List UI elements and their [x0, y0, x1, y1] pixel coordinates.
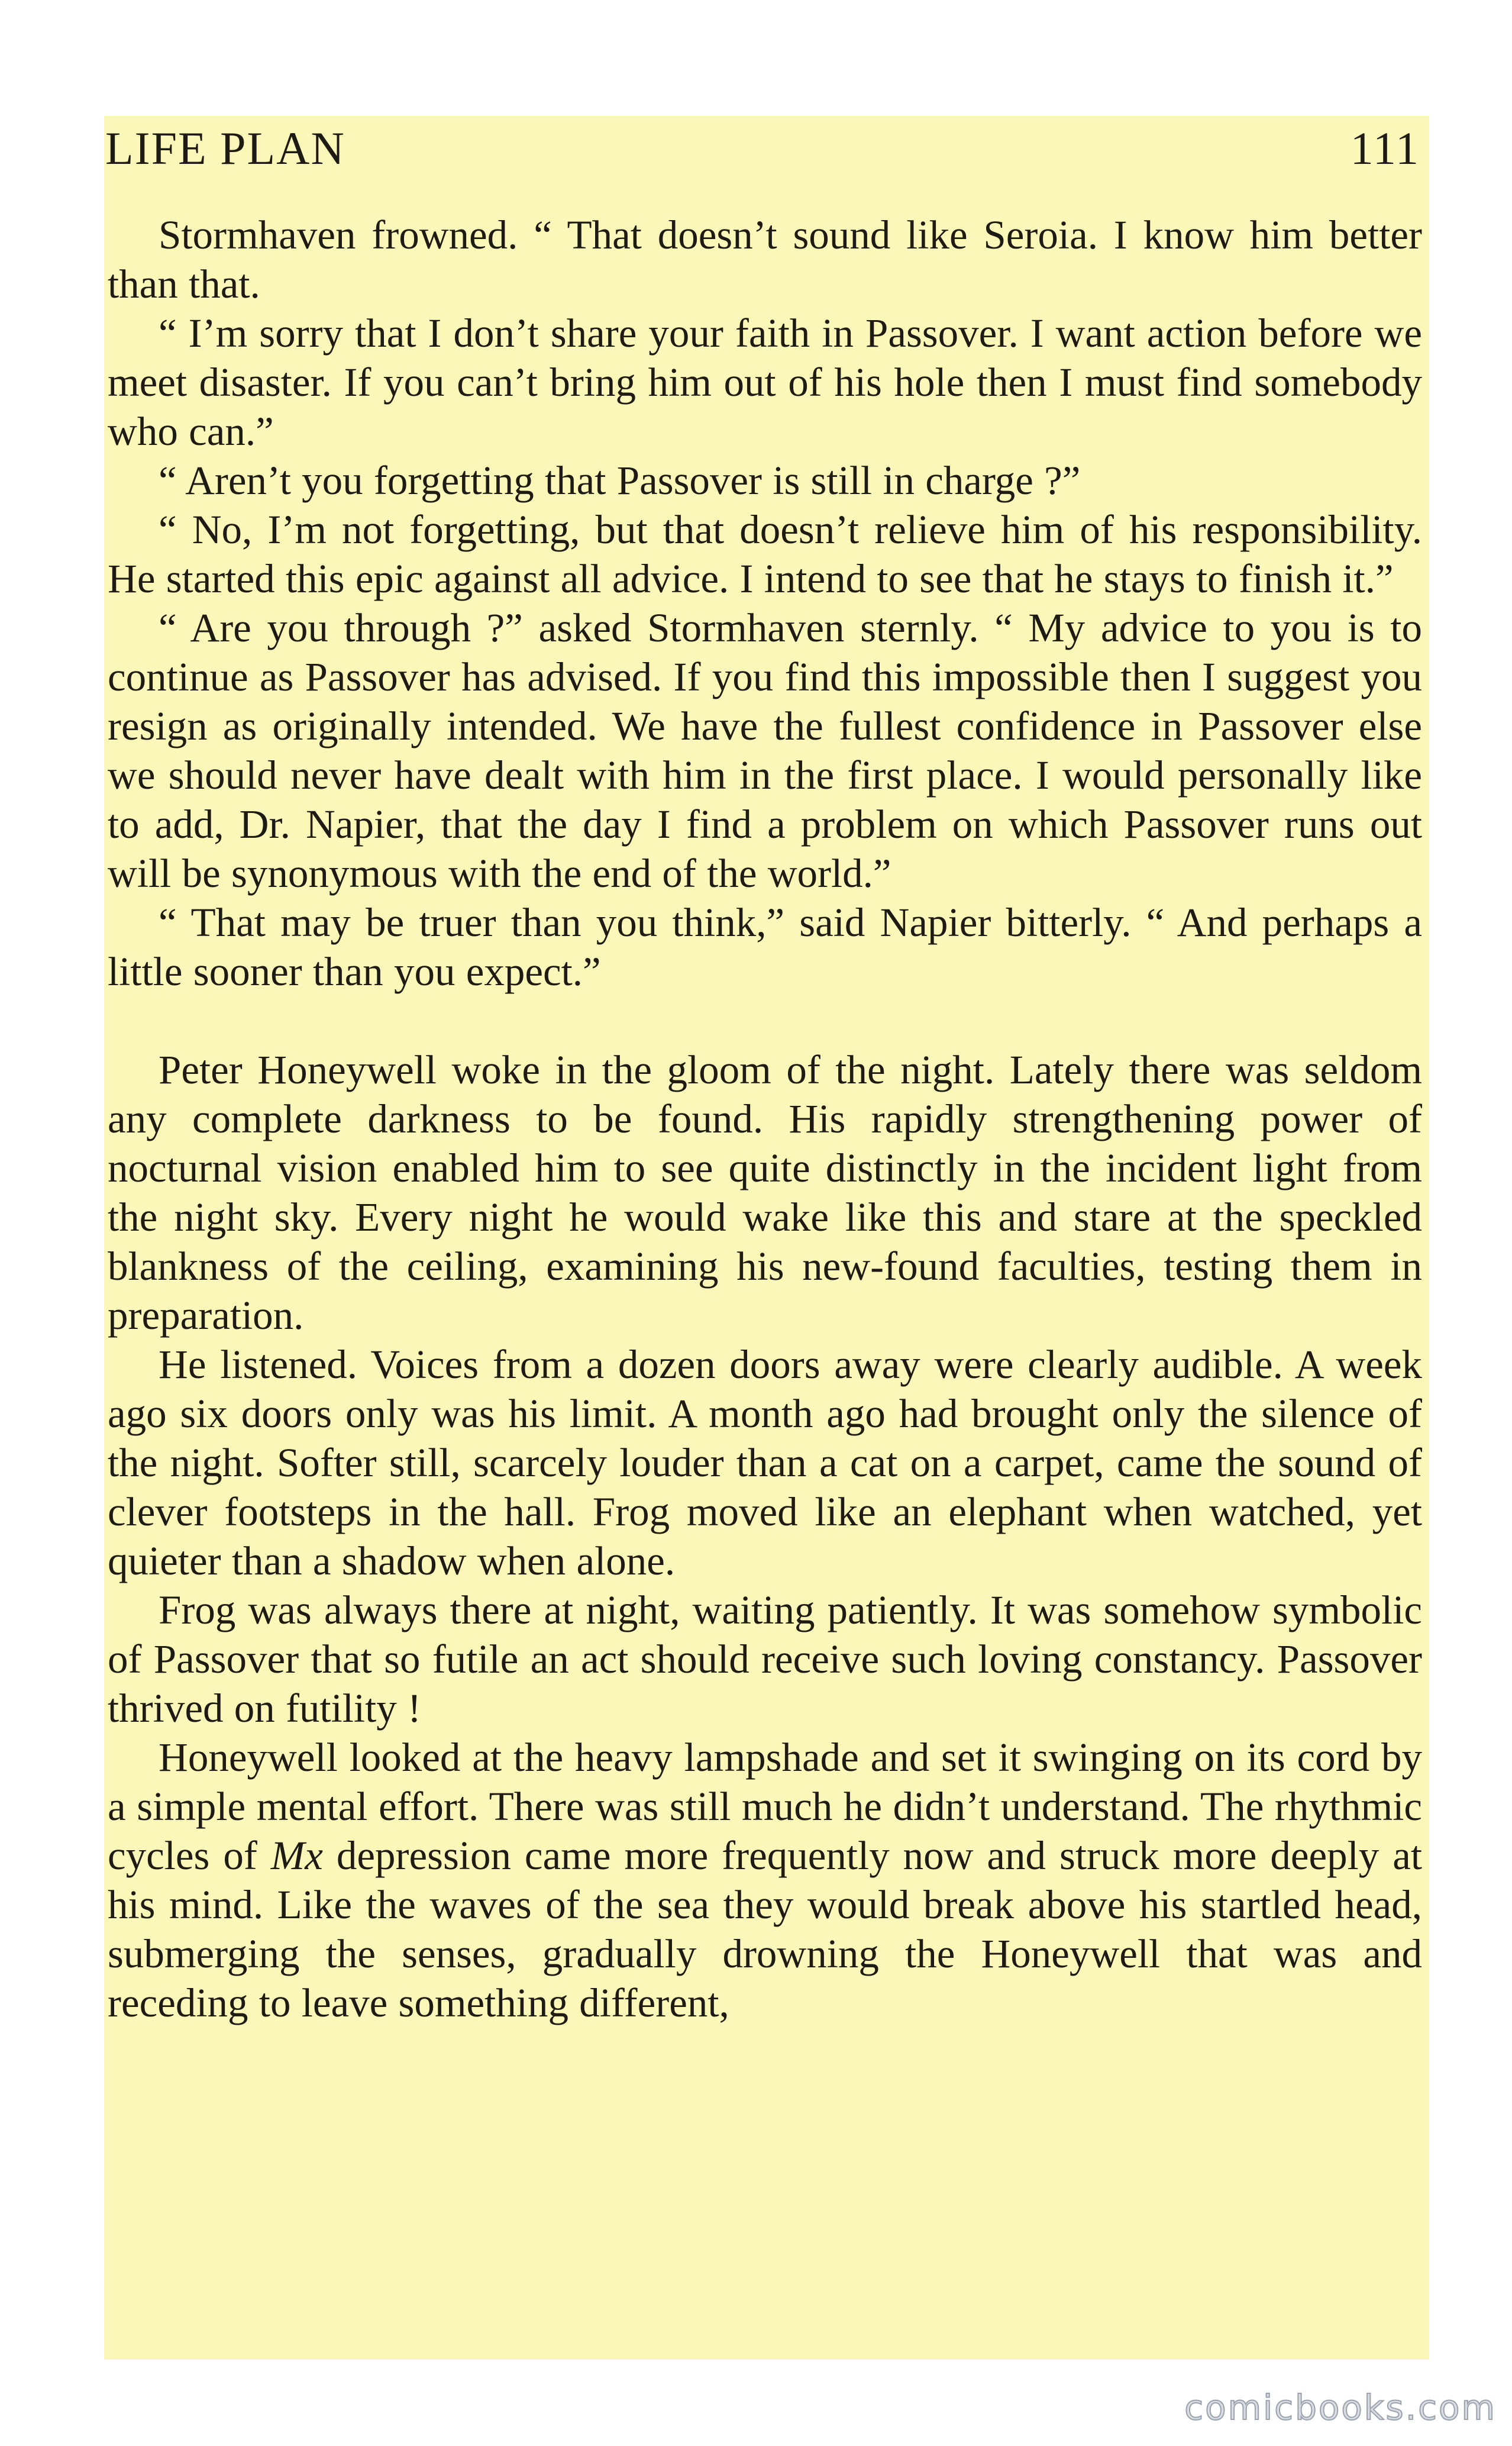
paragraph: “ That may be truer than you think,” said Napier bitterly. “ And perhaps a little sooner than you expect.” [108, 900, 1422, 994]
paragraph-text-before: Honeywell looked at the heavy lampshade and set it swinging on its cord by a simple mental effort. There was still much he didn’t understand. The rhythmic cycles of [108, 1735, 1422, 1878]
italic-term: Mx [270, 1833, 323, 1878]
paragraph: Peter Honeywell woke in the gloom of the night. Lately there was seldom any complete darkness to be found. His rapidly strengthening power of nocturnal vision enabled him to see quite distinctly in the incident light from the night sky. Every night he would wake like this and stare at the speckled blankness of the ceiling, examining his new-found faculties, testing them in preparation. [108, 1047, 1422, 1338]
book-page [104, 116, 1429, 2360]
paragraph: Frog was always there at night, waiting patiently. It was somehow symbolic of Passover that so futile an act should receive such loving constancy. Passover thrived on futility ! [108, 1587, 1422, 1731]
paragraph-text-after: depression came more frequently now and struck more deeply at his mind. Like the waves of the sea they would break above his startled head, submerging the senses, gradually drowning the Honeywell that was and receding to leave something different, [108, 1833, 1422, 2025]
body-text [108, 211, 1422, 2028]
paragraph: “ I’m sorry that I don’t share your faith in Passover. I want action before we meet disaster. If you can’t bring him out of his hole then I must find somebody who can.” [108, 311, 1422, 454]
paragraph-with-italic [108, 1733, 1422, 2028]
page-number: 111 [1350, 122, 1420, 174]
watermark: comicbooks.com [1184, 2387, 1497, 2428]
running-title: LIFE PLAN [105, 122, 345, 174]
paragraph: Stormhaven frowned. “ That doesn’t sound like Seroia. I know him better than that. [108, 212, 1422, 306]
paragraph: “ Are you through ?” asked Stormhaven sternly. “ My advice to you is to continue as Passover has advised. If you find this impossible then I suggest you resign as originally intended. We have the fullest confidence in Passover else we should never have dealt with him in the first place. I would personally like to add, Dr. Napier, that the day I find a problem on which Passover runs out will be synonymous with the end of the world.” [108, 605, 1422, 896]
running-head [104, 116, 1420, 181]
paragraph: “ Aren’t you forgetting that Passover is still in charge ?” [159, 458, 1081, 503]
paragraph: “ No, I’m not forgetting, but that doesn’t relieve him of his responsibility. He started this epic against all advice. I intend to see that he stays to finish it.” [108, 507, 1422, 601]
paragraph: He listened. Voices from a dozen doors away were clearly audible. A week ago six doors only was his limit. A month ago had brought only the silence of the night. Softer still, scarcely louder than a cat on a carpet, came the sound of clever footsteps in the hall. Frog moved like an elephant when watched, yet quieter than a shadow when alone. [108, 1342, 1422, 1583]
